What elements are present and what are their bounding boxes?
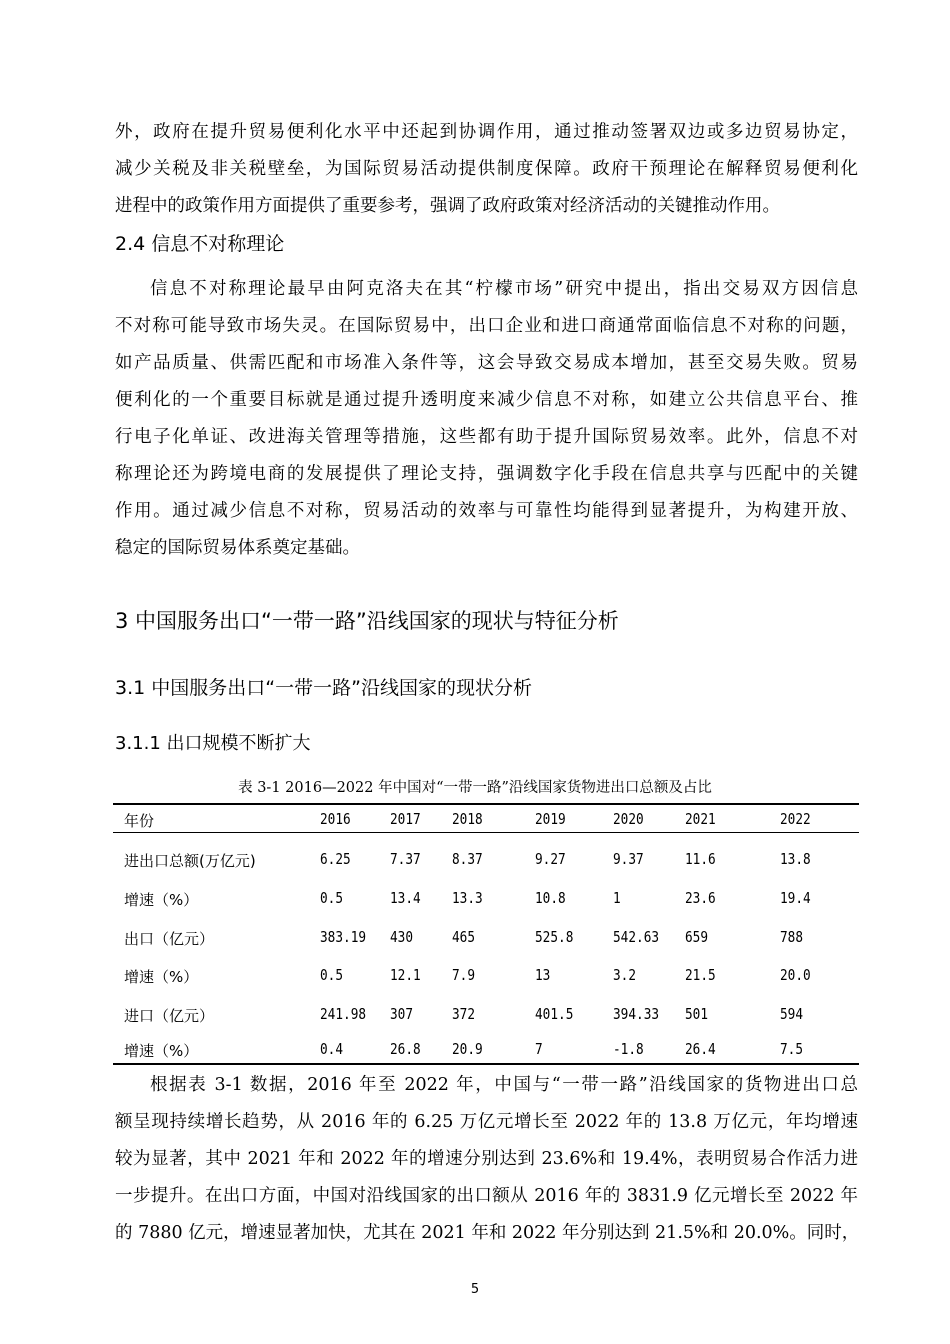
table-cell: 542.63 [613, 928, 660, 946]
table-cell: 241.98 [320, 1005, 367, 1023]
table-header-year: 2020 [613, 810, 644, 828]
subsection-heading-3-1-1: 3.1.1 出口规模不断扩大 [115, 733, 311, 754]
text-line: 外，政府在提升贸易便利化水平中还起到协调作用，通过推动签署双边或多边贸易协定， [115, 122, 858, 142]
table-cell: 465 [452, 928, 476, 946]
table-row-label: 增速（%） [124, 968, 199, 986]
text-line: 信息不对称理论最早由阿克洛夫在其“柠檬市场”研究中提出，指出交易双方因信息 [150, 279, 858, 299]
table-row-label: 进出口总额(万亿元) [124, 852, 256, 870]
text-line: 的 7880 亿元，增速显著加快，尤其在 2021 年和 2022 年分别达到 21.5%和 20.0%。同时， [115, 1223, 860, 1243]
text-line: 进程中的政策作用方面提供了重要参考，强调了政府政策对经济活动的关键推动作用。 [115, 196, 780, 216]
table-cell: 7 [535, 1040, 543, 1058]
table-cell: 0.4 [320, 1040, 344, 1058]
text-line: 稳定的国际贸易体系奠定基础。 [115, 538, 360, 558]
table-header-year: 2016 [320, 810, 351, 828]
chapter-heading-3: 3 中国服务出口“一带一路”沿线国家的现状与特征分析 [115, 609, 619, 633]
table-cell: 7.5 [780, 1040, 804, 1058]
table-cell: 21.5 [685, 966, 716, 984]
table-cell: 6.25 [320, 850, 351, 868]
table-header-year: 2018 [452, 810, 483, 828]
table-cell: 788 [780, 928, 804, 946]
text-line: 一步提升。在出口方面，中国对沿线国家的出口额从 2016 年的 3831.9 亿元增长至 2022 年 [115, 1186, 858, 1206]
table-cell: 13.8 [780, 850, 811, 868]
table-cell: 7.9 [452, 966, 476, 984]
table-cell: 26.8 [390, 1040, 421, 1058]
table-caption: 表 3-1 2016—2022 年中国对“一带一路”沿线国家货物进出口总额及占比 [238, 780, 712, 796]
text-line: 减少关税及非关税壁垒，为国际贸易活动提供制度保障。政府干预理论在解释贸易便利化 [115, 159, 858, 179]
table-cell: 659 [685, 928, 709, 946]
text-line: 行电子化单证、改进海关管理等措施，这些都有助于提升国际贸易效率。此外，信息不对 [115, 427, 858, 447]
text-line: 如产品质量、供需匹配和市场准入条件等，这会导致交易成本增加，甚至交易失败。贸易 [115, 353, 858, 373]
table-cell: 372 [452, 1005, 476, 1023]
text-line: 作用。通过减少信息不对称，贸易活动的效率与可靠性均能得到显著提升，为构建开放、 [115, 501, 858, 521]
table-row-label: 增速（%） [124, 1042, 199, 1060]
table-cell: 26.4 [685, 1040, 716, 1058]
table-cell: 0.5 [320, 889, 344, 907]
table-header-rule [113, 832, 859, 833]
table-bottom-rule [113, 1063, 859, 1065]
table-cell: 11.6 [685, 850, 716, 868]
table-cell: 3.2 [613, 966, 637, 984]
table-cell: 20.9 [452, 1040, 483, 1058]
section-heading-2-4: 2.4 信息不对称理论 [115, 233, 285, 255]
table-cell: 9.27 [535, 850, 566, 868]
table-cell: 13.4 [390, 889, 421, 907]
table-cell: 7.37 [390, 850, 421, 868]
table-cell: 501 [685, 1005, 709, 1023]
table-cell: 9.37 [613, 850, 644, 868]
table-cell: 13 [535, 966, 551, 984]
text-line: 称理论还为跨境电商的发展提供了理论支持，强调数字化手段在信息共享与匹配中的关键 [115, 464, 858, 484]
text-line: 额呈现持续增长趋势，从 2016 年的 6.25 万亿元增长至 2022 年的 13.8 万亿元，年均增速 [115, 1112, 858, 1132]
table-cell: 383.19 [320, 928, 367, 946]
table-top-rule [113, 803, 859, 805]
text-line: 便利化的一个重要目标就是通过提升透明度来减少信息不对称，如建立公共信息平台、推 [115, 390, 858, 410]
text-line: 根据表 3-1 数据，2016 年至 2022 年，中国与“一带一路”沿线国家的货物进出口总 [150, 1075, 858, 1095]
table-cell: 394.33 [613, 1005, 660, 1023]
table-header-year: 2017 [390, 810, 421, 828]
table-cell: 307 [390, 1005, 414, 1023]
table-cell: 0.5 [320, 966, 344, 984]
table-cell: 23.6 [685, 889, 716, 907]
table-cell: 594 [780, 1005, 804, 1023]
table-cell: 8.37 [452, 850, 483, 868]
text-line: 不对称可能导致市场失灵。在国际贸易中，出口企业和进口商通常面临信息不对称的问题， [115, 316, 858, 336]
page-number: 5 [470, 1282, 480, 1297]
text-line: 较为显著，其中 2021 年和 2022 年的增速分别达到 23.6%和 19.4%，表明贸易合作活力进 [115, 1149, 858, 1169]
table-cell: 401.5 [535, 1005, 574, 1023]
table-cell: 13.3 [452, 889, 483, 907]
table-header-year: 2019 [535, 810, 566, 828]
table-cell: 430 [390, 928, 414, 946]
table-cell: 1 [613, 889, 621, 907]
table-cell: 12.1 [390, 966, 421, 984]
table-row-label: 进口（亿元） [124, 1007, 215, 1025]
table-cell: -1.8 [613, 1040, 644, 1058]
section-heading-3-1: 3.1 中国服务出口“一带一路”沿线国家的现状分析 [115, 677, 532, 699]
table-cell: 10.8 [535, 889, 566, 907]
table-cell: 19.4 [780, 889, 811, 907]
table-header-label: 年份 [124, 812, 155, 830]
table-header-year: 2021 [685, 810, 716, 828]
table-row-label: 增速（%） [124, 891, 199, 909]
table-header-year: 2022 [780, 810, 811, 828]
table-cell: 20.0 [780, 966, 811, 984]
table-cell: 525.8 [535, 928, 574, 946]
table-row-label: 出口（亿元） [124, 930, 215, 948]
